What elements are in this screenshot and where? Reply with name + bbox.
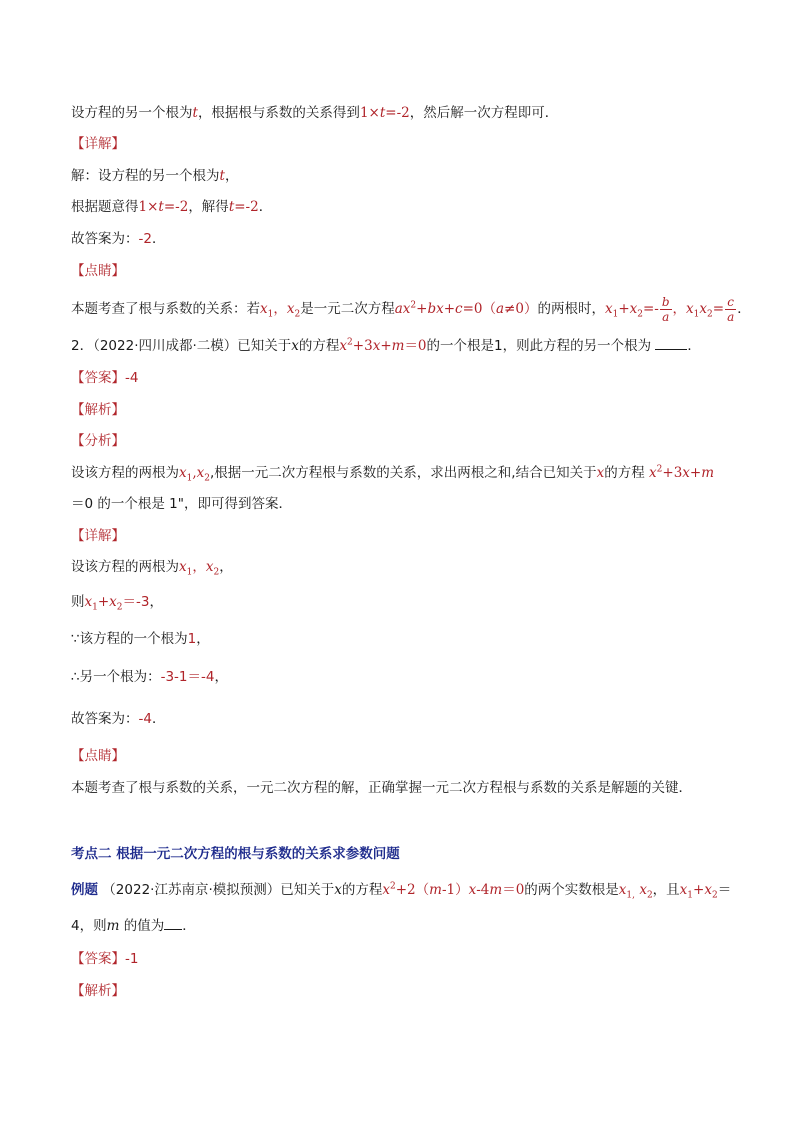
text: ，则此方程的另一个根为	[502, 338, 652, 354]
equation: $x^2+3x+m$	[649, 464, 715, 481]
text: 的方程	[604, 465, 645, 481]
text: 根据题意得	[71, 199, 139, 215]
question-number: 2．	[71, 338, 94, 354]
fenxi-line-2: ＝0 的一个根是 1"，即可得到答案．	[71, 496, 292, 512]
equation: t=-2	[228, 199, 259, 215]
text: 1	[187, 631, 197, 647]
question-source: （2022·四川成都·二模）	[93, 338, 238, 354]
answer-value: -4	[138, 711, 152, 727]
analysis-line	[71, 103, 734, 123]
text: ．	[687, 338, 701, 354]
equation: $x_1+x_2$	[679, 882, 718, 901]
text: 的两根时，	[537, 301, 605, 317]
text: 是一元二次方程	[300, 301, 395, 317]
equation: 1×t=-2	[138, 199, 189, 215]
text: 设方程的另一个根为	[71, 105, 193, 121]
text: 设该方程的两根为	[71, 465, 179, 481]
text: ．	[258, 199, 273, 215]
section-heading: 考点二 根据一元二次方程的根与系数的关系求参数问题	[71, 846, 400, 862]
equation: $x_1+x_2=-$	[604, 301, 659, 320]
math-roots: $x_1$，$x_2$	[179, 559, 220, 578]
text: 的方程	[298, 338, 340, 354]
question-2: 2．（2022·四川成都·二模）已知关于x的方程$x^2+3x+m=0$的一个根是1，则此方程的另一个根为 ．	[71, 337, 701, 354]
detail-line-3	[71, 629, 734, 649]
answer-line	[71, 368, 734, 388]
text: ，解得	[188, 199, 229, 215]
answer-line	[71, 229, 734, 249]
text: 本题考查了根与系数的关系：若	[71, 301, 260, 317]
answer-tag: 【答案】	[71, 951, 125, 967]
text: ∴另一个根为：	[71, 669, 161, 685]
text: ，	[224, 168, 239, 184]
text: 的方程	[341, 882, 383, 898]
math-var: t	[192, 105, 198, 121]
text: 则	[71, 594, 85, 610]
answer-tag: 【答案】	[71, 370, 125, 386]
text: 故答案为：	[71, 231, 139, 247]
text: ，且	[652, 882, 680, 898]
text: 故答案为：	[71, 711, 139, 727]
text: 解：设方程的另一个根为	[71, 168, 220, 184]
answer-value: -1	[125, 951, 139, 967]
math-var: t	[219, 168, 225, 184]
question-source: （2022·江苏南京·模拟预测）	[102, 882, 281, 898]
text: 的两个实数根是	[524, 882, 619, 898]
text: ，	[149, 594, 163, 610]
jiexi-tag: 【解析】	[71, 983, 125, 999]
point-line: 本题考查了根与系数的关系：若$x_1$，$x_2$是一元二次方程$ax^2+bx+c=0(a\ne 0)$的两根时，$x_1+x_2=-$ $\frac{b}{a}$ ，$x_1x_2=$ $\frac{c}{a}$ ．	[71, 294, 751, 324]
point-tag: 【点睛】	[71, 263, 125, 279]
answer-line	[71, 949, 734, 969]
equation: $x_1+x_2$	[84, 594, 123, 613]
answer-value: -2	[138, 231, 152, 247]
detail-line-1	[71, 557, 734, 577]
example-line-2: 4，则m 的值为 ．	[71, 918, 196, 934]
equation: $ax^2+bx+c=0(a\ne 0)$	[394, 300, 538, 317]
text: ，然后解一次方程即可．	[409, 105, 559, 121]
text: 设该方程的两根为	[71, 559, 179, 575]
text: ，	[214, 669, 228, 685]
text: ．	[182, 918, 196, 934]
text: 已知关于	[237, 338, 292, 354]
fraction-c-over-a: $\frac{c}{a}$	[727, 294, 735, 324]
detail-tag: 【详解】	[71, 136, 125, 152]
text: ，根据根与系数的关系得到	[197, 105, 360, 121]
detail-line-4	[71, 667, 734, 687]
math-roots: $x_1$，$x_2$	[260, 301, 301, 320]
text: ．	[151, 231, 166, 247]
math-roots: $x_1,x_2$	[179, 465, 211, 484]
point-tag: 【点睛】	[71, 748, 125, 764]
text: 的值为	[123, 918, 165, 934]
text: 已知关于	[280, 882, 335, 898]
equation: 1×t=-2	[359, 105, 410, 121]
text: ，	[219, 559, 233, 575]
detail-tag: 【详解】	[71, 528, 125, 544]
text: ,根据一元二次方程根与系数的关系，求出两根之和,结合已知关于	[210, 465, 597, 481]
text: 1	[494, 338, 503, 354]
equation: $x^2+3x+m=0$	[339, 337, 427, 354]
text: ，	[196, 631, 210, 647]
jiexi-tag: 【解析】	[71, 402, 125, 418]
example-question: 例题 （2022·江苏南京·模拟预测）已知关于x的方程$x^2+2(m-1)x-4m=0$的两个实数根是$x_{1,}$ $x_2$，且$x_1+x_2=$	[71, 881, 732, 901]
answer-blank	[655, 337, 687, 350]
text: ∵该方程的一个根为	[71, 631, 188, 647]
fenxi-line-1: 设该方程的两根为$x_1,x_2$,根据一元二次方程根与系数的关系，求出两根之和,结合已知关于x的方程 $x^2+3x+m$	[71, 464, 715, 484]
answer-blank	[164, 917, 182, 930]
equation: $x^2+2(m-1)x-4m=0$	[382, 881, 525, 898]
answer-value: -4	[125, 370, 139, 386]
text: 的一个根是	[426, 338, 495, 354]
detail-line-2	[71, 592, 734, 612]
text: ＝	[717, 882, 732, 898]
example-label: 例题	[71, 882, 98, 898]
fraction-b-over-a: $\frac{b}{a}$	[661, 294, 670, 324]
text: ．	[151, 711, 166, 727]
equation: $x_1x_2=$	[686, 301, 725, 320]
fenxi-tag: 【分析】	[71, 433, 125, 449]
answer-line	[71, 709, 734, 729]
math-roots: $x_{1,}$ $x_2$	[618, 882, 653, 901]
text: -3-1＝-4	[160, 669, 215, 685]
point-line: 本题考查了根与系数的关系，一元二次方程的解，正确掌握一元二次方程根与系数的关系是解题的关键．	[71, 780, 692, 796]
solution-line-2	[71, 197, 734, 217]
text: ＝-3	[122, 594, 150, 610]
text: 4，则	[71, 918, 107, 934]
solution-line-1	[71, 166, 734, 186]
